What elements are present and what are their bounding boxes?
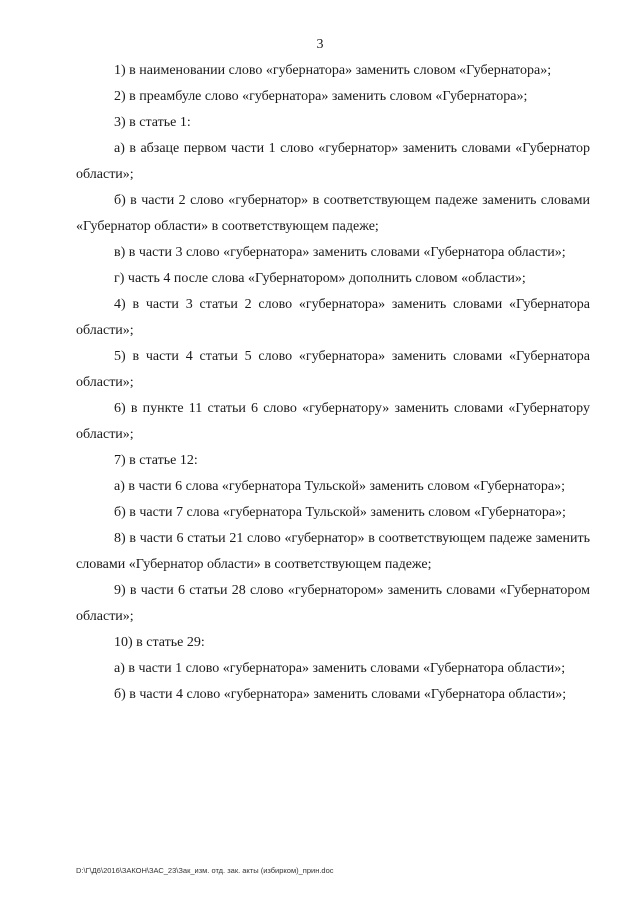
paragraph-6: 6) в пункте 11 статьи 6 слово «губернатору» заменить словами «Губернатору области»; [76,401,590,442]
paragraph-7a: а) в части 6 слова «губернатора Тульской» заменить словом «Губернатора»; [114,479,566,494]
paragraph-1: 1) в наименовании слово «губернатора» заменить словом «Губернатора»; [114,63,552,78]
paragraph-2: 2) в преамбуле слово «губернатора» заменить словом «Губернатора»; [114,89,528,104]
paragraph-10: 10) в статье 29: [114,635,205,650]
paragraph-7b: б) в части 7 слова «губернатора Тульской» заменить словом «Губернатора»; [114,505,566,520]
paragraph-10a: а) в части 1 слово «губернатора» заменить словами «Губернатора области»; [114,661,566,676]
paragraph-3: 3) в статье 1: [114,115,191,130]
paragraph-9: 9) в части 6 статьи 28 слово «губернатором» заменить словами «Губернатором области»; [76,583,590,624]
file-path-footer: D:\Г\Д6\2016\ЗАКОН\ЗАС_23\Зак_изм. отд. зак. акты (избирком)_прин.doc [76,866,334,875]
paragraph-5: 5) в части 4 статьи 5 слово «губернатора» заменить словами «Губернатора области»; [76,349,590,390]
paragraph-8: 8) в части 6 статьи 21 слово «губернатор» в соответствующем падеже заменить словами «Губернатор области» в соответствующем падеже; [76,531,590,572]
document-body [76,58,590,708]
paragraph-3v: в) в части 3 слово «губернатора» заменить словами «Губернатора области»; [114,245,566,260]
paragraph-4: 4) в части 3 статьи 2 слово «губернатора» заменить словами «Губернатора области»; [76,297,590,338]
paragraph-3b: б) в части 2 слово «губернатор» в соответствующем падеже заменить словами «Губернатор области» в соответствующем падеже; [76,193,590,234]
page-number: 3 [316,37,324,52]
paragraph-3g: г) часть 4 после слова «Губернатором» дополнить словом «области»; [114,271,526,286]
paragraph-3a: а) в абзаце первом части 1 слово «губернатор» заменить словами «Губернатор области»; [76,141,590,182]
paragraph-7: 7) в статье 12: [114,453,198,468]
paragraph-10b: б) в части 4 слово «губернатора» заменить словами «Губернатора области»; [114,687,567,702]
